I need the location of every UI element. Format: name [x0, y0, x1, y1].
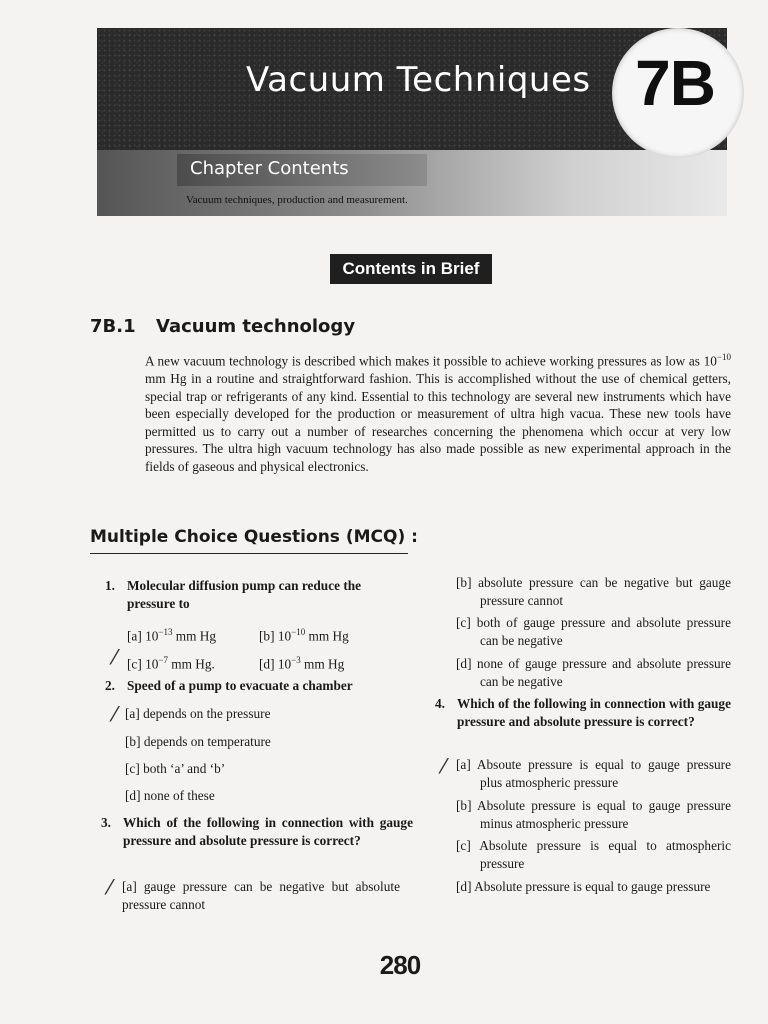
q4-option-d-text: [d] Absolute pressure is equal to gauge pressure — [456, 879, 711, 894]
q1-option-b-exp: −10 — [291, 627, 306, 637]
q3-option-b — [456, 574, 731, 610]
chapter-contents-label: Chapter Contents — [190, 158, 349, 179]
section-number: 7B.1 — [90, 316, 136, 337]
q1-option-a-label: [a] 10 — [127, 628, 159, 644]
question-4-text: Which of the following in connection with gauge pressure and absolute pressure is correct? — [457, 696, 731, 729]
q4-option-d — [456, 878, 731, 896]
q2-option-a: [a] depends on the pressure — [125, 706, 271, 721]
q3-option-d — [456, 655, 731, 691]
mcq-heading: Multiple Choice Questions (MCQ) : — [90, 527, 418, 547]
q3-option-a: [a] gauge pressure can be negative but absolute pressure cannot — [122, 879, 400, 912]
paragraph-text-start: A new vacuum technology is described which makes it possible to achieve working pressures as low as 10 — [145, 353, 717, 369]
section-paragraph — [145, 349, 731, 476]
question-2 — [105, 677, 412, 695]
q3-option-c — [456, 614, 731, 650]
answer-tick-mark: ⁄ — [108, 875, 112, 899]
q3-option-b-text: [b] absolute pressure can be negative but gauge pressure cannot — [456, 575, 731, 608]
question-3-text: Which of the following in connection with gauge pressure and absolute pressure is correct? — [123, 815, 413, 848]
question-1 — [105, 577, 412, 613]
q1-option-d — [259, 651, 344, 673]
chapter-number: 7B — [635, 47, 715, 119]
q1-option-d-exp: −3 — [291, 655, 301, 665]
q1-option-b-unit: mm Hg — [305, 628, 349, 644]
q1-option-a — [127, 623, 216, 645]
mcq-heading-underline — [90, 553, 408, 554]
question-2-text: Speed of a pump to evacuate a chamber — [127, 678, 353, 693]
question-2-number: 2. — [105, 678, 115, 693]
answer-tick-mark: ⁄ — [113, 702, 117, 726]
q3-option-d-text: [d] none of gauge pressure and absolute pressure can be negative — [456, 656, 731, 689]
chapter-contents-summary: Vacuum techniques, production and measurement. — [186, 194, 408, 206]
q1-option-b — [259, 623, 349, 645]
q4-option-b — [456, 797, 731, 833]
paragraph-exponent: −10 — [716, 352, 731, 362]
answer-tick-mark: ⁄ — [113, 645, 117, 669]
question-3-number: 3. — [101, 815, 111, 830]
q3-option-c-text: [c] both of gauge pressure and absolute pressure can be negative — [456, 615, 731, 648]
q1-option-d-label: [d] 10 — [259, 656, 292, 672]
q4-option-a-text: [a] Absoute pressure is equal to gauge pressure plus atmospheric pressure — [456, 757, 731, 790]
q1-option-c-unit: mm Hg. — [167, 656, 215, 672]
q4-option-c-text: [c] Absolute pressure is equal to atmospheric pressure — [456, 838, 731, 871]
answer-tick-mark: ⁄ — [442, 754, 446, 778]
q2-option-b: [b] depends on temperature — [125, 734, 271, 749]
q4-option-b-text: [b] Absolute pressure is equal to gauge pressure minus atmospheric pressure — [456, 798, 731, 831]
question-1-text: Molecular diffusion pump can reduce the pressure to — [127, 578, 362, 611]
q4-option-c — [456, 837, 731, 873]
q4-option-a — [456, 756, 731, 792]
q1-option-a-unit: mm Hg — [172, 628, 217, 644]
page-number: 280 — [379, 950, 421, 980]
question-4 — [435, 695, 731, 731]
q1-option-c — [127, 651, 215, 673]
q1-option-c-exp: −7 — [158, 655, 168, 665]
paragraph-text-end: mm Hg in a routine and straightforward fashion. This is accomplished without the use of chemical getters, special trap or refrigerants of any kind. Essential to this technology are several new instruments which have been especially developed for the production or measurement of ultra high vacua. These new tools have permitted us to carry out a number of researches concerning the phenomena which occur at very low pressures. The ultra high vacuum technology has also made possible as new experimental approach in the fields of gaseous and physical electronics. — [145, 371, 731, 474]
q2-option-c: [c] both ‘a’ and ‘b’ — [125, 761, 226, 776]
question-1-number: 1. — [105, 578, 115, 593]
q1-option-b-label: [b] 10 — [259, 628, 292, 644]
question-4-number: 4. — [435, 696, 445, 711]
q1-option-c-label: [c] 10 — [127, 656, 159, 672]
q1-option-d-unit: mm Hg — [300, 656, 345, 672]
section-title: Vacuum technology — [156, 316, 356, 337]
chapter-title: Vacuum Techniques — [246, 60, 591, 100]
q1-option-a-exp: −13 — [158, 627, 173, 637]
q2-option-d: [d] none of these — [125, 788, 215, 803]
contents-in-brief-label: Contents in Brief — [330, 254, 492, 284]
question-3 — [101, 814, 413, 850]
